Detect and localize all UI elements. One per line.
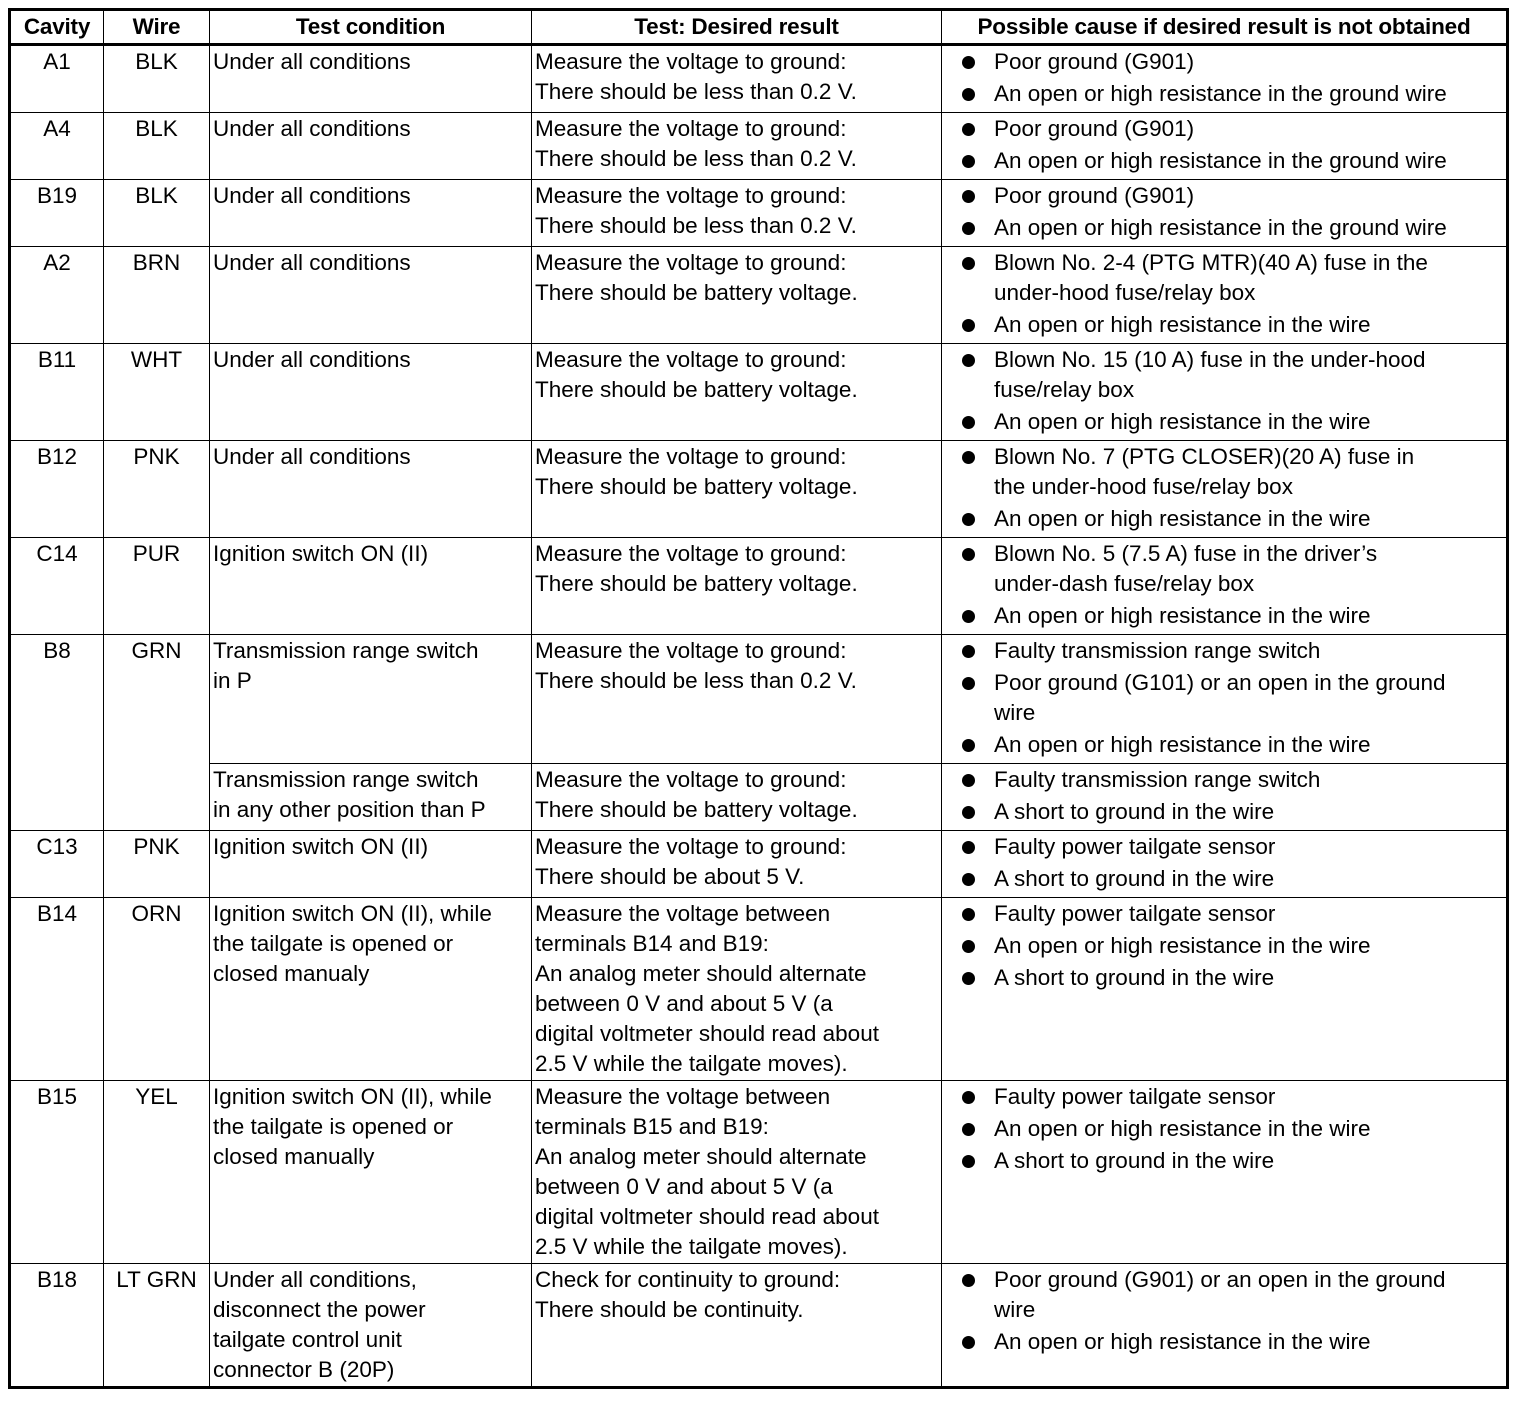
cause-text: A short to ground in the wire <box>994 1148 1275 1173</box>
cavity-cell: B15 <box>10 1081 104 1264</box>
result-line: digital voltmeter should read about <box>535 1204 879 1229</box>
bullet-icon <box>962 774 975 787</box>
desired-result-cell <box>532 441 942 538</box>
table-row <box>10 113 1508 180</box>
table-row <box>10 344 1508 441</box>
bullet-icon <box>962 190 975 203</box>
desired-result-cell <box>532 45 942 113</box>
condition-line: Under all conditions <box>213 347 411 372</box>
cause-list <box>945 47 1503 109</box>
desired-result-cell <box>532 635 942 764</box>
cause-item <box>945 213 1503 243</box>
result-line: There should be less than 0.2 V. <box>535 213 857 238</box>
table-row <box>10 180 1508 247</box>
cause-item <box>945 963 1503 993</box>
cause-text: wire <box>994 1297 1036 1322</box>
desired-result-cell <box>532 1264 942 1388</box>
cause-item <box>945 181 1503 211</box>
wire-color-cell: PNK <box>104 441 210 538</box>
test-condition-cell <box>210 441 532 538</box>
result-line: An analog meter should alternate <box>535 1144 867 1169</box>
condition-line: Under all conditions <box>213 250 411 275</box>
test-condition-cell <box>210 1081 532 1264</box>
condition-line: in P <box>213 668 252 693</box>
cause-text: An open or high resistance in the wire <box>994 506 1371 531</box>
condition-line: Ignition switch ON (II) <box>213 541 429 566</box>
desired-result-cell <box>532 538 942 635</box>
table-header <box>10 10 1508 45</box>
desired-result-cell <box>532 344 942 441</box>
cause-list <box>945 899 1503 993</box>
cause-list <box>945 345 1503 437</box>
cause-item <box>945 1327 1503 1357</box>
result-line: There should be battery voltage. <box>535 797 858 822</box>
wire-color-cell: BLK <box>104 45 210 113</box>
cause-item <box>945 442 1503 502</box>
desired-result-cell <box>532 831 942 898</box>
cause-text: the under-hood fuse/relay box <box>994 474 1293 499</box>
cause-list <box>945 181 1503 243</box>
bullet-icon <box>962 1091 975 1104</box>
possible-cause-cell <box>942 180 1508 247</box>
cause-text: Faulty transmission range switch <box>994 638 1321 663</box>
test-condition-cell <box>210 635 532 764</box>
cause-item <box>945 47 1503 77</box>
bullet-icon <box>962 1123 975 1136</box>
bullet-icon <box>962 56 975 69</box>
bullet-icon <box>962 88 975 101</box>
cause-item <box>945 668 1503 728</box>
cause-item <box>945 248 1503 308</box>
desired-result-cell <box>532 247 942 344</box>
bullet-icon <box>962 123 975 136</box>
possible-cause-cell <box>942 441 1508 538</box>
cavity-cell: C14 <box>10 538 104 635</box>
cause-item <box>945 864 1503 894</box>
result-line: Measure the voltage to ground: <box>535 347 847 372</box>
desired-result-cell <box>532 1081 942 1264</box>
wire-color-cell: BRN <box>104 247 210 344</box>
cause-list <box>945 636 1503 760</box>
wire-color-cell: WHT <box>104 344 210 441</box>
result-line: between 0 V and about 5 V (a <box>535 1174 833 1199</box>
cause-item <box>945 114 1503 144</box>
cavity-cell: B14 <box>10 898 104 1081</box>
possible-cause-cell <box>942 898 1508 1081</box>
cause-text: under-dash fuse/relay box <box>994 571 1255 596</box>
bullet-icon <box>962 416 975 429</box>
table-row <box>10 247 1508 344</box>
cavity-cell: A4 <box>10 113 104 180</box>
condition-line: closed manualy <box>213 961 370 986</box>
cause-text: An open or high resistance in the wire <box>994 603 1371 628</box>
result-line: Measure the voltage to ground: <box>535 638 847 663</box>
cause-item <box>945 1114 1503 1144</box>
cause-list <box>945 248 1503 340</box>
cause-item <box>945 730 1503 760</box>
cause-list <box>945 114 1503 176</box>
result-line: There should be battery voltage. <box>535 571 858 596</box>
result-line: Measure the voltage to ground: <box>535 116 847 141</box>
cavity-cell: B19 <box>10 180 104 247</box>
condition-line: Transmission range switch <box>213 638 479 663</box>
cause-list <box>945 442 1503 534</box>
result-line: Measure the voltage to ground: <box>535 183 847 208</box>
possible-cause-cell <box>942 45 1508 113</box>
cause-item <box>945 1265 1503 1325</box>
result-line: Measure the voltage to ground: <box>535 541 847 566</box>
result-line: 2.5 V while the tailgate moves). <box>535 1234 848 1259</box>
cause-item <box>945 899 1503 929</box>
result-line: There should be less than 0.2 V. <box>535 79 857 104</box>
result-line: Measure the voltage between <box>535 901 831 926</box>
bullet-icon <box>962 677 975 690</box>
possible-cause-cell <box>942 247 1508 344</box>
result-line: An analog meter should alternate <box>535 961 867 986</box>
table-row <box>10 764 1508 831</box>
bullet-icon <box>962 645 975 658</box>
result-line: There should be less than 0.2 V. <box>535 668 857 693</box>
bullet-icon <box>962 940 975 953</box>
cause-text: fuse/relay box <box>994 377 1135 402</box>
condition-line: Under all conditions <box>213 444 411 469</box>
condition-line: in any other position than P <box>213 797 486 822</box>
test-condition-cell <box>210 247 532 344</box>
cause-item <box>945 146 1503 176</box>
test-condition-cell <box>210 831 532 898</box>
cause-text: An open or high resistance in the wire <box>994 1329 1371 1354</box>
cause-text: An open or high resistance in the wire <box>994 312 1371 337</box>
cause-list <box>945 832 1503 894</box>
bullet-icon <box>962 257 975 270</box>
header-test-condition: Test condition <box>210 10 532 45</box>
result-line: between 0 V and about 5 V (a <box>535 991 833 1016</box>
cause-text: Blown No. 15 (10 A) fuse in the under-hood <box>994 347 1426 372</box>
cause-text: Blown No. 5 (7.5 A) fuse in the driver’s <box>994 541 1378 566</box>
cause-text: Blown No. 2-4 (PTG MTR)(40 A) fuse in the <box>994 250 1428 275</box>
cause-text: Poor ground (G101) or an open in the ground <box>994 670 1446 695</box>
bullet-icon <box>962 1274 975 1287</box>
cause-list <box>945 1265 1503 1357</box>
cause-text: An open or high resistance in the wire <box>994 732 1371 757</box>
cavity-cell: A1 <box>10 45 104 113</box>
cause-text: An open or high resistance in the wire <box>994 1116 1371 1141</box>
cause-text: Faulty power tailgate sensor <box>994 1084 1276 1109</box>
possible-cause-cell <box>942 831 1508 898</box>
table-body <box>10 45 1508 1388</box>
cavity-cell: B11 <box>10 344 104 441</box>
bullet-icon <box>962 739 975 752</box>
possible-cause-cell <box>942 764 1508 831</box>
table-row <box>10 1081 1508 1264</box>
wire-color-cell: BLK <box>104 180 210 247</box>
condition-line: Under all conditions <box>213 49 411 74</box>
cause-item <box>945 79 1503 109</box>
wire-color-cell: BLK <box>104 113 210 180</box>
cause-text: An open or high resistance in the ground wire <box>994 81 1447 106</box>
condition-line: closed manually <box>213 1144 375 1169</box>
cause-item <box>945 310 1503 340</box>
result-line: Check for continuity to ground: <box>535 1267 841 1292</box>
possible-cause-cell <box>942 1264 1508 1388</box>
cause-text: Poor ground (G901) <box>994 116 1195 141</box>
result-line: There should be battery voltage. <box>535 474 858 499</box>
cause-text: Faulty power tailgate sensor <box>994 834 1276 859</box>
cause-item <box>945 539 1503 599</box>
wire-color-cell: LT GRN <box>104 1264 210 1388</box>
header-possible-cause: Possible cause if desired result is not obtained <box>942 10 1508 45</box>
cavity-cell: A2 <box>10 247 104 344</box>
cause-text: A short to ground in the wire <box>994 866 1275 891</box>
bullet-icon <box>962 222 975 235</box>
result-line: Measure the voltage between <box>535 1084 831 1109</box>
bullet-icon <box>962 319 975 332</box>
condition-line: Under all conditions <box>213 183 411 208</box>
header-cavity: Cavity <box>10 10 104 45</box>
wire-color-cell: ORN <box>104 898 210 1081</box>
diagnostic-table-container <box>8 8 1509 1389</box>
condition-line: tailgate control unit <box>213 1327 402 1352</box>
cavity-cell: B8 <box>10 635 104 831</box>
test-condition-cell <box>210 898 532 1081</box>
table-row <box>10 538 1508 635</box>
possible-cause-cell <box>942 538 1508 635</box>
bullet-icon <box>962 354 975 367</box>
result-line: There should be battery voltage. <box>535 377 858 402</box>
bullet-icon <box>962 155 975 168</box>
condition-line: Ignition switch ON (II) <box>213 834 429 859</box>
result-line: There should be about 5 V. <box>535 864 805 889</box>
possible-cause-cell <box>942 113 1508 180</box>
cause-text: An open or high resistance in the ground wire <box>994 148 1447 173</box>
wire-color-cell: YEL <box>104 1081 210 1264</box>
wire-color-cell: PNK <box>104 831 210 898</box>
test-condition-cell <box>210 538 532 635</box>
bullet-icon <box>962 513 975 526</box>
condition-line: disconnect the power <box>213 1297 426 1322</box>
cause-item <box>945 797 1503 827</box>
cavity-cell: B18 <box>10 1264 104 1388</box>
table-row <box>10 898 1508 1081</box>
bullet-icon <box>962 610 975 623</box>
cause-list <box>945 539 1503 631</box>
cause-item <box>945 832 1503 862</box>
header-wire: Wire <box>104 10 210 45</box>
condition-line: Ignition switch ON (II), while <box>213 1084 492 1109</box>
condition-line: connector B (20P) <box>213 1357 395 1382</box>
cause-text: Blown No. 7 (PTG CLOSER)(20 A) fuse in <box>994 444 1415 469</box>
result-line: Measure the voltage to ground: <box>535 49 847 74</box>
bullet-icon <box>962 908 975 921</box>
bullet-icon <box>962 1155 975 1168</box>
cause-text: wire <box>994 700 1036 725</box>
table-row <box>10 635 1508 764</box>
desired-result-cell <box>532 764 942 831</box>
bullet-icon <box>962 806 975 819</box>
cause-text: Faulty transmission range switch <box>994 767 1321 792</box>
condition-line: the tailgate is opened or <box>213 931 454 956</box>
test-condition-cell <box>210 113 532 180</box>
cause-text: Faulty power tailgate sensor <box>994 901 1276 926</box>
cause-text: Poor ground (G901) <box>994 49 1195 74</box>
cause-text: Poor ground (G901) or an open in the ground <box>994 1267 1446 1292</box>
cause-item <box>945 407 1503 437</box>
cause-text: An open or high resistance in the wire <box>994 933 1371 958</box>
cause-text: under-hood fuse/relay box <box>994 280 1256 305</box>
cause-item <box>945 1082 1503 1112</box>
result-line: There should be less than 0.2 V. <box>535 146 857 171</box>
result-line: There should be battery voltage. <box>535 280 858 305</box>
result-line: There should be continuity. <box>535 1297 804 1322</box>
cause-text: A short to ground in the wire <box>994 799 1275 824</box>
test-condition-cell <box>210 1264 532 1388</box>
table-row <box>10 45 1508 113</box>
cause-text: A short to ground in the wire <box>994 965 1275 990</box>
cause-text: An open or high resistance in the wire <box>994 409 1371 434</box>
result-line: Measure the voltage to ground: <box>535 834 847 859</box>
test-condition-cell <box>210 180 532 247</box>
possible-cause-cell <box>942 344 1508 441</box>
cause-item <box>945 636 1503 666</box>
cause-item <box>945 765 1503 795</box>
possible-cause-cell <box>942 1081 1508 1264</box>
bullet-icon <box>962 972 975 985</box>
cause-list <box>945 1082 1503 1176</box>
result-line: digital voltmeter should read about <box>535 1021 879 1046</box>
header-desired-result: Test: Desired result <box>532 10 942 45</box>
terminal-test-table <box>8 8 1509 1389</box>
result-line: Measure the voltage to ground: <box>535 444 847 469</box>
test-condition-cell <box>210 344 532 441</box>
cavity-cell: C13 <box>10 831 104 898</box>
table-row <box>10 1264 1508 1388</box>
desired-result-cell <box>532 113 942 180</box>
table-row <box>10 831 1508 898</box>
result-line: terminals B15 and B19: <box>535 1114 769 1139</box>
condition-line: the tailgate is opened or <box>213 1114 454 1139</box>
wire-color-cell: PUR <box>104 538 210 635</box>
bullet-icon <box>962 873 975 886</box>
cause-item <box>945 601 1503 631</box>
condition-line: Ignition switch ON (II), while <box>213 901 492 926</box>
cause-item <box>945 504 1503 534</box>
cause-item <box>945 1146 1503 1176</box>
bullet-icon <box>962 451 975 464</box>
condition-line: Under all conditions, <box>213 1267 417 1292</box>
test-condition-cell <box>210 764 532 831</box>
result-line: Measure the voltage to ground: <box>535 250 847 275</box>
condition-line: Under all conditions <box>213 116 411 141</box>
cavity-cell: B12 <box>10 441 104 538</box>
cause-item <box>945 345 1503 405</box>
cause-list <box>945 765 1503 827</box>
desired-result-cell <box>532 180 942 247</box>
bullet-icon <box>962 1336 975 1349</box>
cause-text: An open or high resistance in the ground wire <box>994 215 1447 240</box>
desired-result-cell <box>532 898 942 1081</box>
wire-color-cell: GRN <box>104 635 210 831</box>
table-row <box>10 441 1508 538</box>
result-line: terminals B14 and B19: <box>535 931 769 956</box>
bullet-icon <box>962 548 975 561</box>
cause-item <box>945 931 1503 961</box>
condition-line: Transmission range switch <box>213 767 479 792</box>
result-line: Measure the voltage to ground: <box>535 767 847 792</box>
bullet-icon <box>962 841 975 854</box>
test-condition-cell <box>210 45 532 113</box>
possible-cause-cell <box>942 635 1508 764</box>
cause-text: Poor ground (G901) <box>994 183 1195 208</box>
result-line: 2.5 V while the tailgate moves). <box>535 1051 848 1076</box>
